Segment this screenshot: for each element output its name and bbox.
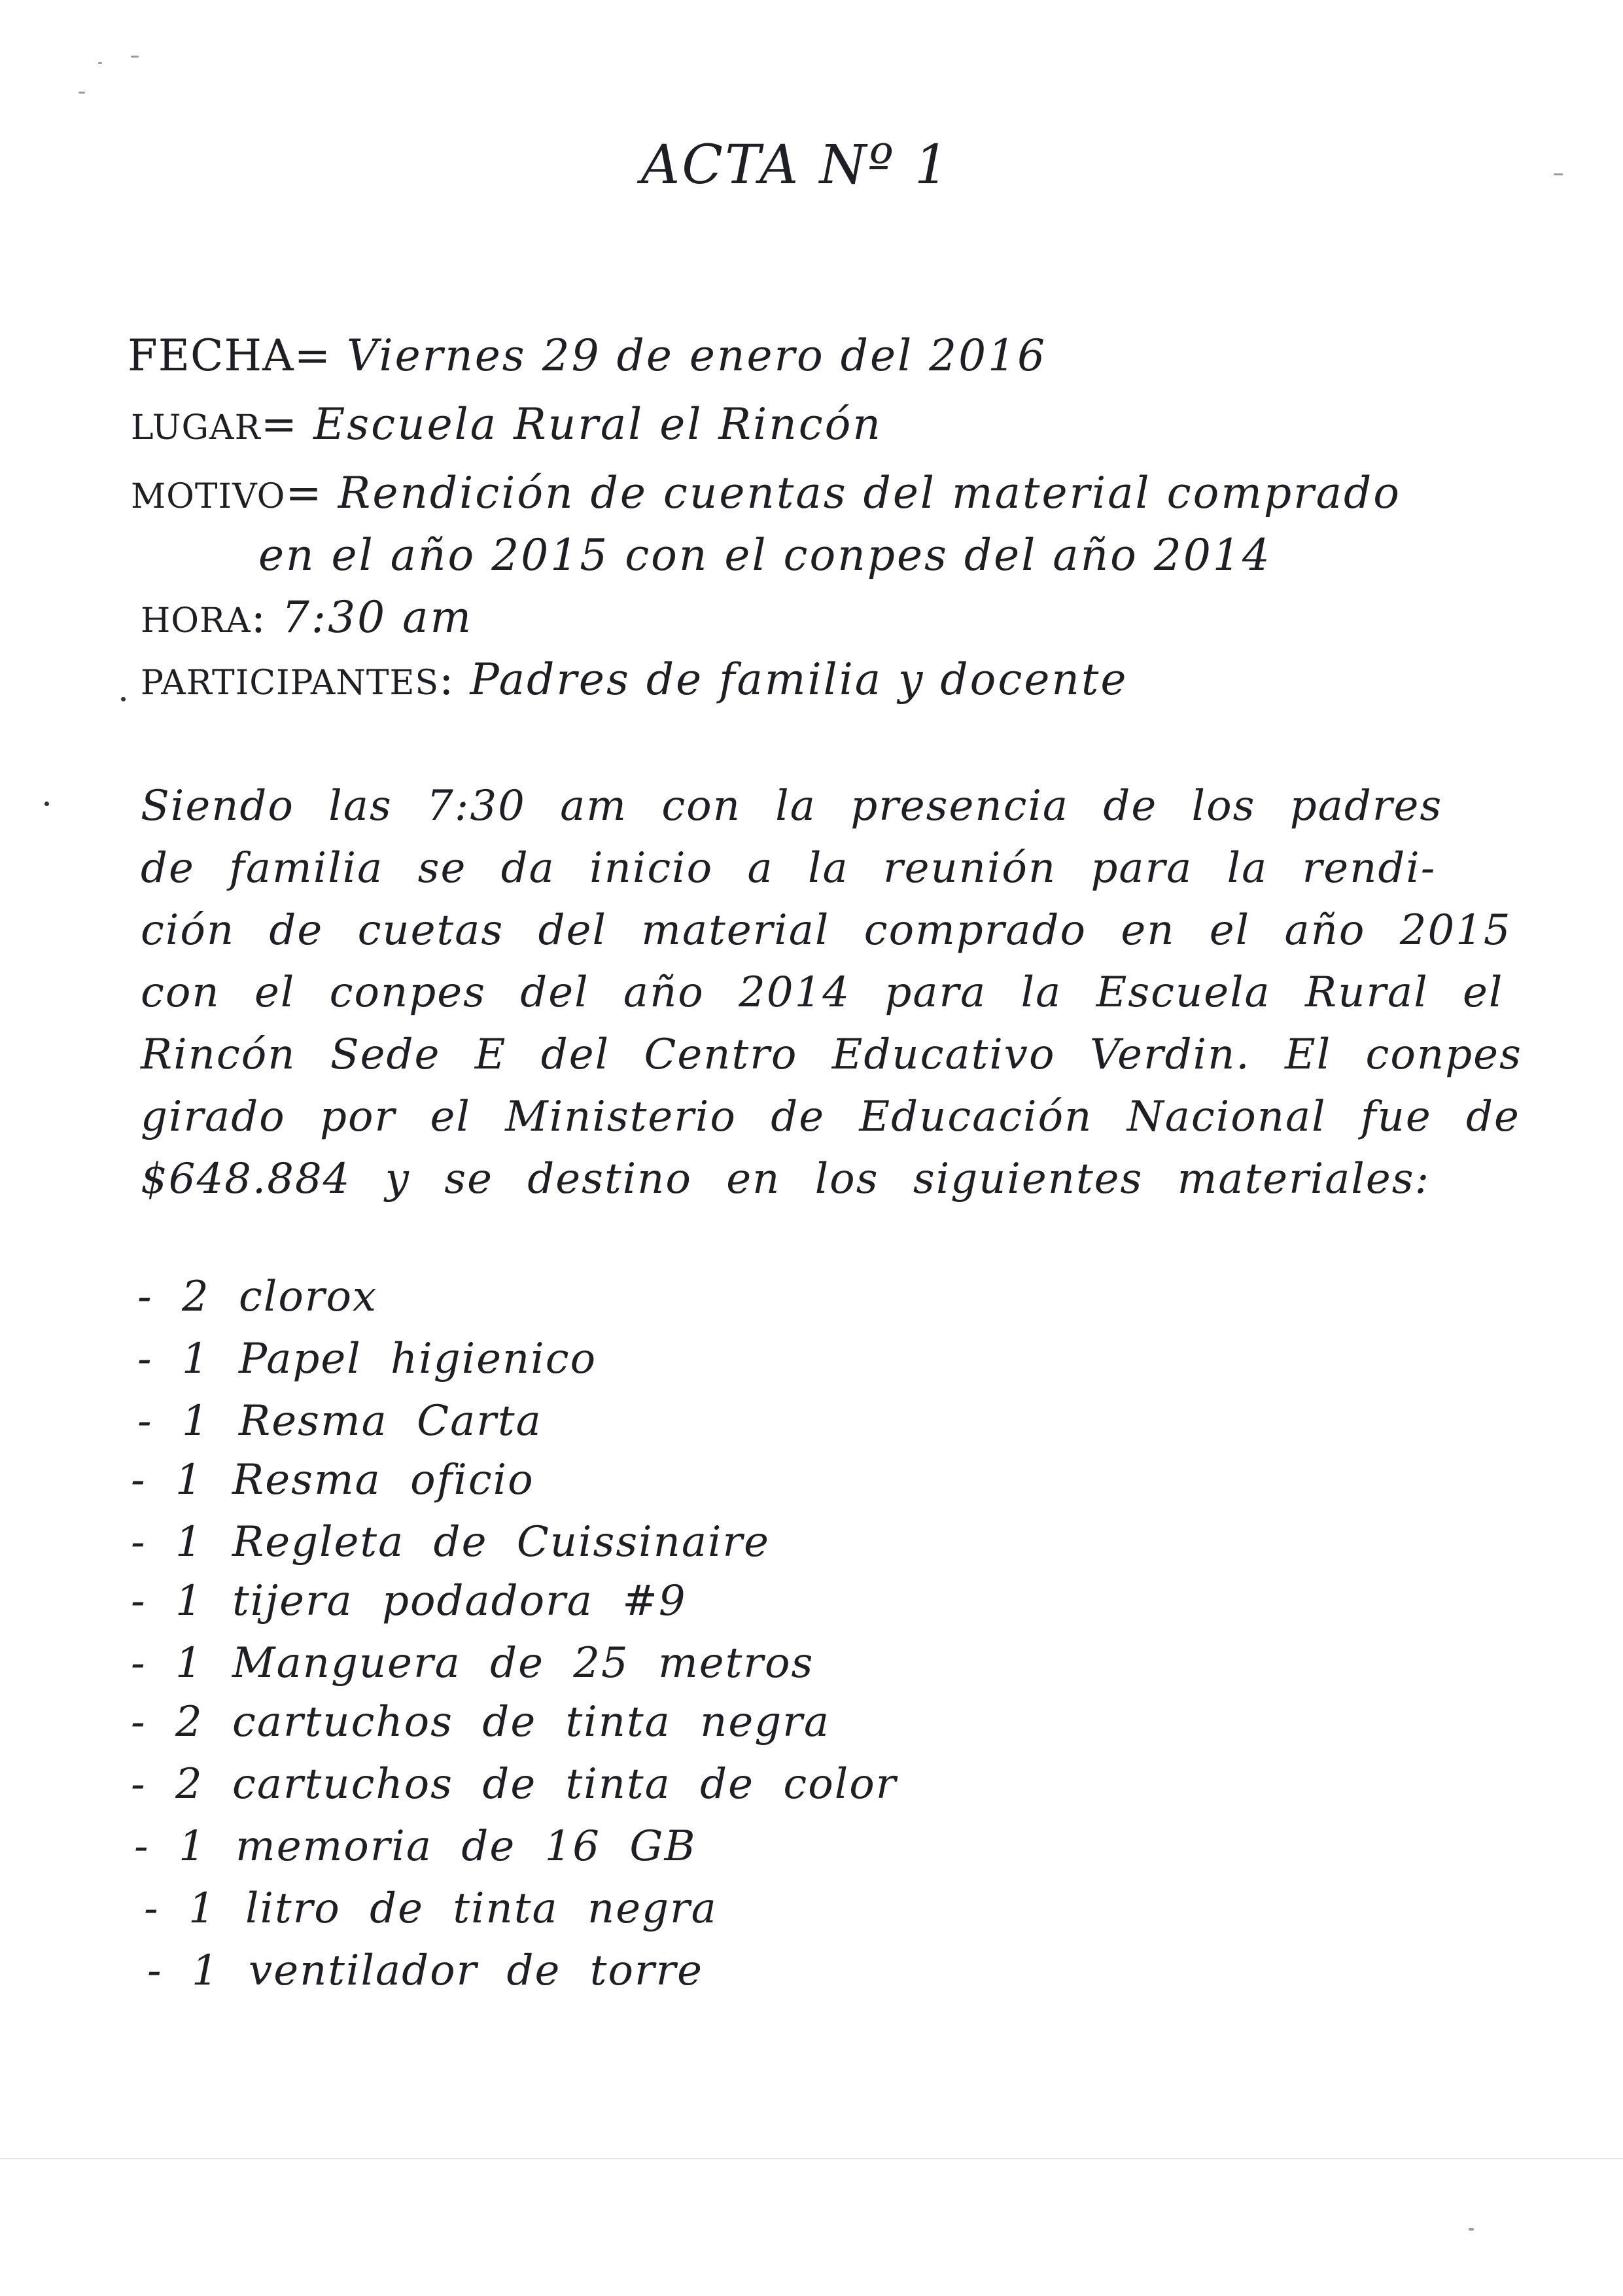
list-item: - 1 Resma Carta: [137, 1397, 542, 1445]
field-separator: =: [294, 330, 332, 381]
list-item: - 2 cartuchos de tinta negra: [131, 1698, 830, 1746]
field-label: LUGAR: [131, 408, 261, 448]
paragraph-line: $648.884 y se destino en los siguientes materiales:: [141, 1155, 1431, 1203]
list-item: - 1 litro de tinta negra: [144, 1884, 718, 1933]
paragraph-line: Siendo las 7:30 am con la presencia de los padres: [141, 782, 1443, 830]
scan-speck: [98, 62, 102, 64]
list-item: - 1 Resma oficio: [131, 1456, 534, 1504]
list-item: - 1 Manguera de 25 metros: [131, 1639, 814, 1687]
field-label: PARTICIPANTES: [141, 663, 440, 703]
field-participantes: [141, 654, 1128, 705]
stray-dot: [121, 697, 126, 701]
stray-dot: [44, 802, 49, 806]
field-value: en el año 2015 con el conpes del año 2014: [258, 530, 1272, 580]
field-value: Viernes 29 de enero del 2016: [347, 330, 1047, 381]
scan-speck: [1469, 2228, 1474, 2231]
field-fecha: [128, 330, 1047, 381]
paragraph-line: girado por el Ministerio de Educación Nacional fue de: [141, 1093, 1520, 1141]
field-separator: =: [285, 468, 323, 518]
field-label: HORA: [141, 601, 251, 641]
field-hora: [141, 592, 473, 643]
field-separator: :: [439, 654, 455, 705]
paragraph-line: Rincón Sede E del Centro Educativo Verdin. El conpes: [141, 1031, 1522, 1079]
acta-title: ACTA Nº 1: [641, 134, 951, 196]
page-edge-line: [0, 2158, 1623, 2159]
list-item: - 1 Regleta de Cuissinaire: [131, 1518, 770, 1566]
list-item: - 2 clorox: [137, 1273, 378, 1321]
scan-speck: [79, 92, 85, 94]
paragraph-line: ción de cuetas del material comprado en el año 2015: [141, 906, 1512, 955]
paragraph-line: con el conpes del año 2014 para la Escuela Rural el: [141, 968, 1504, 1017]
field-label: MOTIVO: [131, 477, 286, 516]
paragraph-line: de familia se da inicio a la reunión para la rendi-: [141, 844, 1437, 892]
field-motivo: [131, 468, 1401, 518]
field-value: Rendición de cuentas del material comprado: [338, 468, 1402, 518]
field-value: Padres de familia y docente: [470, 654, 1128, 705]
list-item: - 1 tijera podadora #9: [131, 1577, 687, 1625]
field-value: Escuela Rural el Rincón: [313, 399, 882, 450]
list-item: - 2 cartuchos de tinta de color: [131, 1760, 898, 1809]
list-item: - 1 ventilador de torre: [147, 1947, 704, 1995]
scan-speck: [1554, 173, 1563, 175]
field-lugar: [131, 399, 882, 450]
scan-speck: [131, 56, 139, 58]
field-separator: :: [251, 592, 266, 643]
field-motivo-continued: [258, 530, 1272, 580]
list-item: - 1 Papel higienico: [137, 1335, 597, 1383]
list-item: - 1 memoria de 16 GB: [134, 1822, 697, 1871]
field-label: FECHA: [128, 330, 294, 381]
field-separator: =: [260, 399, 298, 450]
field-value: 7:30 am: [281, 592, 474, 643]
